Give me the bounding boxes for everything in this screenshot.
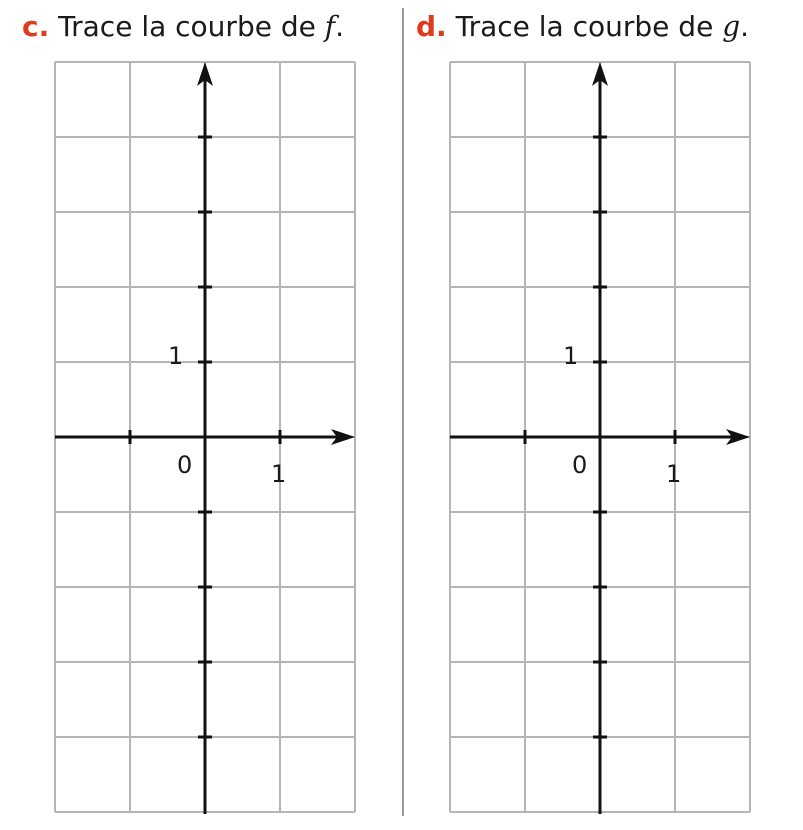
x-unit-label: 1 bbox=[271, 460, 287, 488]
heading-punct: . bbox=[740, 10, 750, 43]
x-unit-label: 1 bbox=[666, 460, 682, 488]
heading-punct: . bbox=[335, 10, 345, 43]
origin-label: 0 bbox=[177, 451, 193, 479]
instruction-text: Trace la courbe de bbox=[455, 10, 723, 43]
function-name: g bbox=[722, 10, 741, 43]
exercise-letter: d. bbox=[416, 10, 447, 43]
y-unit-label: 1 bbox=[168, 342, 184, 370]
function-name: f bbox=[324, 10, 336, 43]
instruction-text: Trace la courbe de bbox=[58, 10, 325, 43]
y-unit-label: 1 bbox=[563, 342, 579, 370]
origin-label: 0 bbox=[572, 451, 588, 479]
exercise-letter: c. bbox=[22, 10, 50, 43]
